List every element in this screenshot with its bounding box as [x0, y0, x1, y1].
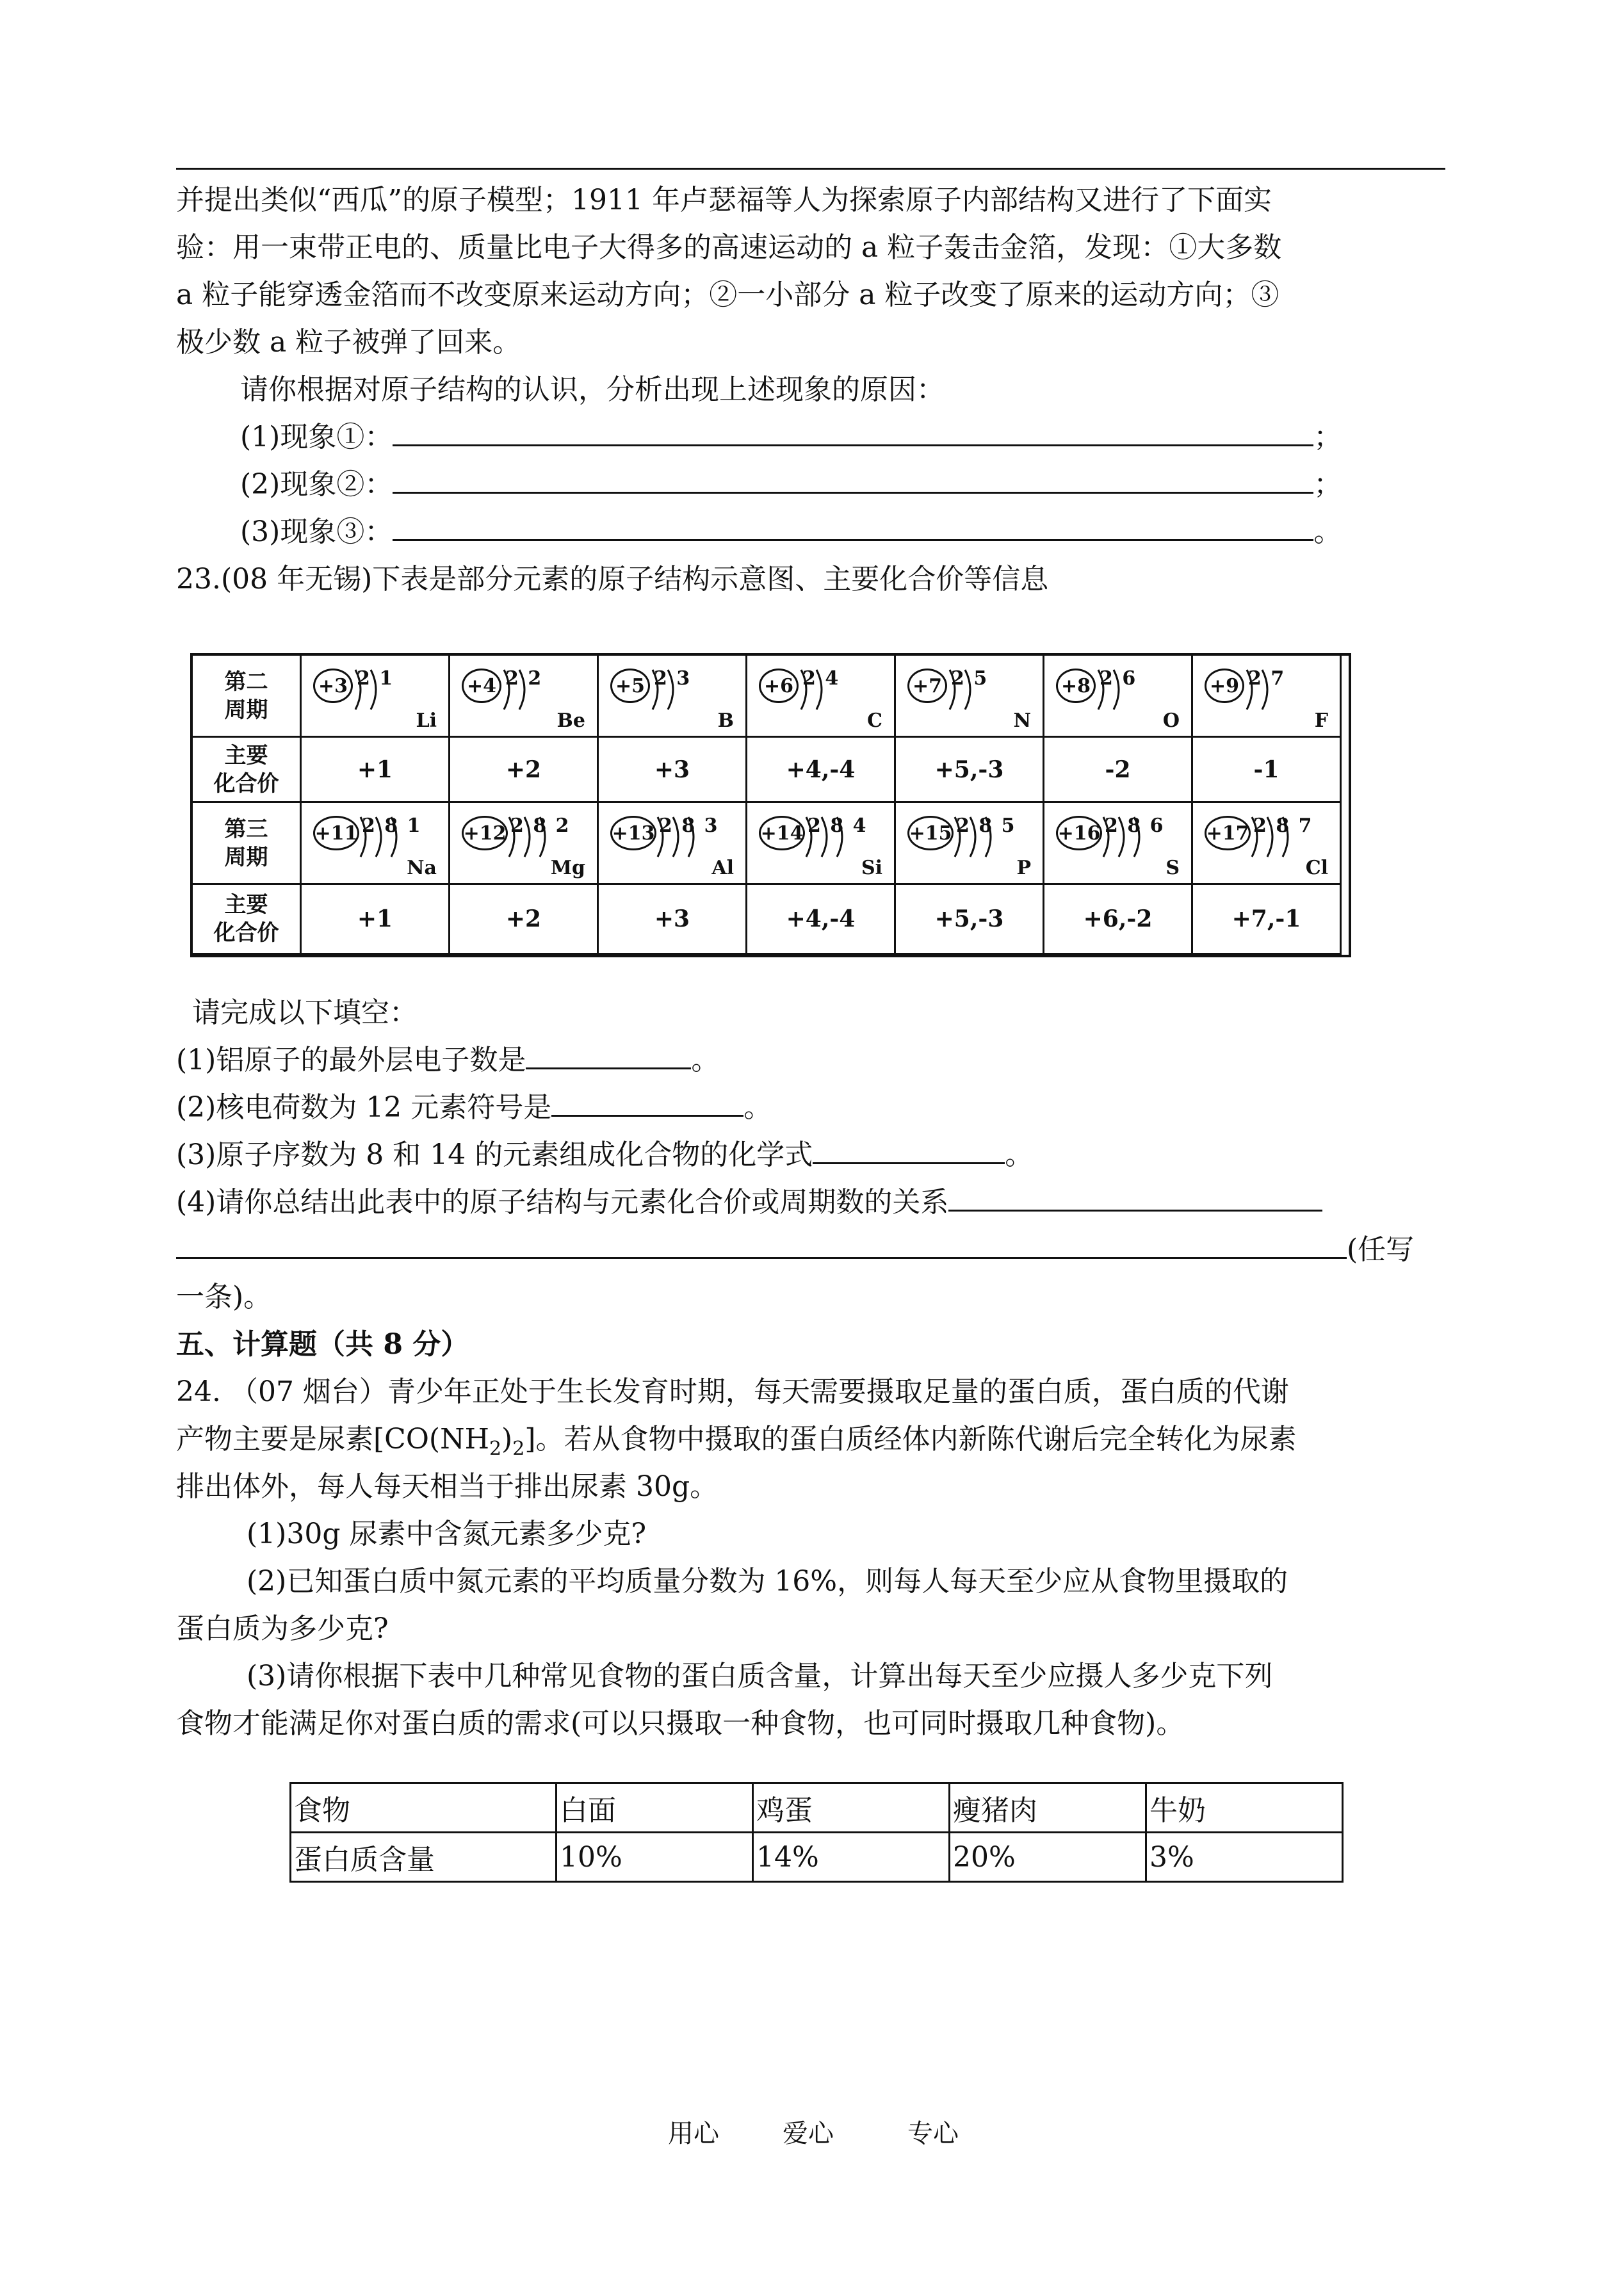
atom-diagram-cell	[747, 803, 896, 885]
valence-cell: +5,-3	[896, 885, 1044, 955]
row-header: 第三 周期	[193, 803, 302, 885]
footer-text-2: 爱心	[783, 2119, 834, 2148]
atom-diagram-cell	[302, 656, 450, 738]
food-data-cell: 14%	[753, 1833, 950, 1882]
q23-1-row	[176, 1037, 719, 1084]
section-heading: 五、计算题（共 8 分）	[176, 1328, 469, 1361]
food-header-cell: 白面	[556, 1783, 753, 1833]
electron-counts: 2 8 6	[1105, 815, 1165, 837]
q24-line-2-post: ]。若从食物中摄取的蛋白质经体内新陈代谢后完全转化为尿素	[524, 1423, 1297, 1456]
valence-cell: +7,-1	[1193, 885, 1342, 955]
header-rule	[176, 168, 1445, 170]
nucleus-circle: +9	[1205, 669, 1244, 703]
question-2-row	[240, 461, 1342, 508]
atom-diagram-cell	[450, 656, 599, 738]
food-data-cell: 蛋白质含量	[291, 1833, 556, 1882]
element-symbol: B	[717, 710, 734, 732]
electron-counts: 2 1	[357, 667, 394, 690]
valence-cell: +4,-4	[747, 738, 896, 803]
q24-sub-3a: (3)请你根据下表中几种常见食物的蛋白质含量，计算出每天至少应摄人多少克下列	[247, 1660, 1273, 1692]
row-header: 主要 化合价	[193, 885, 302, 955]
element-symbol: N	[1013, 710, 1031, 732]
valence-cell: +1	[302, 738, 450, 803]
element-symbol: F	[1314, 710, 1328, 732]
passage-prompt: 请你根据对原子结构的认识，分析出现上述现象的原因：	[240, 373, 945, 406]
answer-1-blank[interactable]	[393, 416, 1313, 446]
electron-counts: 2 8 4	[808, 815, 868, 837]
valence-cell: +5,-3	[896, 738, 1044, 803]
atom-diagram-cell	[1044, 803, 1193, 885]
fill-prompt: 请完成以下填空：	[192, 996, 418, 1029]
atom-diagram-cell	[599, 803, 747, 885]
electron-counts: 2 8 7	[1253, 815, 1313, 837]
passage-line-4: 极少数 a 粒子被弹了回来。	[176, 326, 521, 359]
valence-cell: +3	[599, 885, 747, 955]
electron-counts: 2 3	[654, 667, 692, 690]
electron-counts: 2 2	[505, 667, 543, 690]
element-symbol: S	[1165, 857, 1180, 879]
q23-2-row	[176, 1084, 772, 1131]
food-header-cell: 瘦猪肉	[950, 1783, 1146, 1833]
electron-counts: 2 6	[1100, 667, 1137, 690]
q23-3-text: (3)原子序数为 8 和 14 的元素组成化合物的化学式	[176, 1139, 813, 1171]
nucleus-circle: +14	[759, 816, 805, 850]
q23-4-end: 一条)。	[176, 1281, 272, 1313]
nucleus-circle: +11	[313, 816, 359, 850]
element-symbol: Li	[416, 710, 437, 732]
question-1-row	[240, 414, 1342, 461]
nucleus-circle: +13	[610, 816, 656, 850]
electron-counts: 2 8 3	[659, 815, 719, 837]
answer-3-blank[interactable]	[393, 511, 1313, 541]
q24-line-2-pre: 产物主要是尿素[CO(NH	[176, 1423, 489, 1456]
element-symbol: P	[1016, 857, 1031, 879]
question-3-label: (3)现象③：	[240, 515, 393, 548]
question-2-label: (2)现象②：	[240, 468, 393, 501]
q23-3-blank[interactable]	[813, 1134, 1005, 1164]
q24-line-1: 24. （07 烟台）青少年正处于生长发育时期，每天需要摄取足量的蛋白质，蛋白质的代谢	[176, 1375, 1289, 1408]
element-symbol: Mg	[550, 857, 585, 879]
valence-cell: -1	[1193, 738, 1342, 803]
valence-cell: +3	[599, 738, 747, 803]
food-header-cell: 鸡蛋	[753, 1783, 950, 1833]
food-table-header-row	[291, 1783, 1343, 1833]
atom-diagram-cell	[302, 803, 450, 885]
nucleus-circle: +4	[462, 669, 501, 703]
q23-2-blank[interactable]	[551, 1087, 743, 1117]
element-symbol: O	[1162, 710, 1180, 732]
element-symbol: C	[867, 710, 882, 732]
atom-diagram-cell	[896, 803, 1044, 885]
atom-diagram-cell	[1193, 656, 1342, 738]
valence-cell: +1	[302, 885, 450, 955]
q24-subscript-1: 2	[489, 1437, 502, 1460]
q23-4-blank-a[interactable]	[948, 1181, 1322, 1212]
food-data-cell: 10%	[556, 1833, 753, 1882]
question-3-row	[240, 508, 1342, 556]
element-symbol: Be	[556, 710, 585, 732]
q23-1-blank[interactable]	[526, 1039, 691, 1069]
q24-sub-1: (1)30g 尿素中含氮元素多少克?	[247, 1518, 647, 1550]
nucleus-circle: +3	[313, 669, 353, 703]
food-table-data-row	[291, 1833, 1343, 1882]
food-data-cell: 3%	[1146, 1833, 1343, 1882]
electron-counts: 2 8 2	[510, 815, 571, 837]
atom-diagram-cell	[747, 656, 896, 738]
row-header: 主要 化合价	[193, 738, 302, 803]
element-table	[190, 653, 1351, 957]
nucleus-circle: +8	[1056, 669, 1096, 703]
atom-diagram-cell	[896, 656, 1044, 738]
q23-4-row	[176, 1179, 1322, 1226]
element-symbol: Na	[407, 857, 437, 879]
q23-4-row-2	[176, 1226, 1414, 1274]
q23-1-text: (1)铝原子的最外层电子数是	[176, 1044, 526, 1076]
q23-2-end: 。	[743, 1091, 772, 1124]
electron-counts: 2 5	[951, 667, 989, 690]
valence-cell: +2	[450, 738, 599, 803]
nucleus-circle: +7	[907, 669, 947, 703]
element-symbol: Si	[861, 857, 882, 879]
q23-2-text: (2)核电荷数为 12 元素符号是	[176, 1091, 552, 1124]
question-1-end: ；	[1313, 421, 1342, 453]
valence-cell: +6,-2	[1044, 885, 1193, 955]
q23-3-row	[176, 1131, 1033, 1179]
valence-cell: +2	[450, 885, 599, 955]
q24-line-2-mid: )	[501, 1423, 513, 1456]
element-symbol: Al	[711, 857, 734, 879]
nucleus-circle: +15	[907, 816, 954, 850]
q23-title: 23.(08 年无锡)下表是部分元素的原子结构示意图、主要化合价等信息	[176, 563, 1049, 596]
passage-line-2: 验：用一束带正电的、质量比电子大得多的高速运动的 a 粒子轰击金箔，发现：①大多数	[176, 231, 1282, 264]
footer-text-3: 专心	[907, 2119, 959, 2148]
electron-counts: 2 8 5	[956, 815, 1016, 837]
electron-counts: 2 4	[802, 667, 840, 690]
q24-line-3: 排出体外，每人每天相当于排出尿素 30g。	[176, 1470, 719, 1503]
q23-3-end: 。	[1005, 1139, 1034, 1171]
q23-4-tail: (任写	[1347, 1233, 1415, 1266]
row-header: 第二 周期	[193, 656, 302, 738]
question-1-label: (1)现象①：	[240, 421, 393, 453]
q24-sub-3b: 食物才能满足你对蛋白质的需求(可以只摄取一种食物，也可同时摄取几种食物)。	[176, 1707, 1185, 1740]
food-header-cell: 食物	[291, 1783, 556, 1833]
electron-counts: 2 8 1	[362, 815, 422, 837]
food-header-cell: 牛奶	[1146, 1783, 1343, 1833]
q24-subscript-2: 2	[512, 1437, 525, 1460]
element-symbol: Cl	[1305, 857, 1328, 879]
nucleus-circle: +12	[462, 816, 508, 850]
nucleus-circle: +17	[1205, 816, 1251, 850]
answer-2-blank[interactable]	[393, 464, 1313, 494]
atom-diagram-cell	[1044, 656, 1193, 738]
passage-line-1: 并提出类似“西瓜”的原子模型；1911 年卢瑟福等人为探索原子内部结构又进行了下面实	[176, 184, 1272, 216]
footer-text-1: 用心	[668, 2119, 719, 2148]
atom-diagram-cell	[450, 803, 599, 885]
question-3-end: 。	[1313, 515, 1342, 548]
q23-1-end: 。	[691, 1044, 720, 1076]
nucleus-circle: +16	[1056, 816, 1102, 850]
question-2-end: ；	[1313, 468, 1342, 501]
food-data-cell: 20%	[950, 1833, 1146, 1882]
nucleus-circle: +6	[759, 669, 799, 703]
valence-cell: -2	[1044, 738, 1193, 803]
food-protein-table	[289, 1782, 1344, 1883]
electron-counts: 2 7	[1248, 667, 1286, 690]
atom-diagram-cell	[599, 656, 747, 738]
atom-diagram-cell	[1193, 803, 1342, 885]
q23-4-text: (4)请你总结出此表中的原子结构与元素化合价或周期数的关系	[176, 1186, 949, 1219]
q24-sub-2a: (2)已知蛋白质中氮元素的平均质量分数为 16%，则每人每天至少应从食物里摄取的	[247, 1565, 1288, 1598]
q23-4-blank-b[interactable]	[176, 1229, 1347, 1259]
valence-cell: +4,-4	[747, 885, 896, 955]
passage-line-3: a 粒子能穿透金箔而不改变原来运动方向；②一小部分 a 粒子改变了原来的运动方向；③	[176, 279, 1279, 311]
q24-sub-2b: 蛋白质为多少克?	[176, 1612, 389, 1645]
nucleus-circle: +5	[610, 669, 650, 703]
